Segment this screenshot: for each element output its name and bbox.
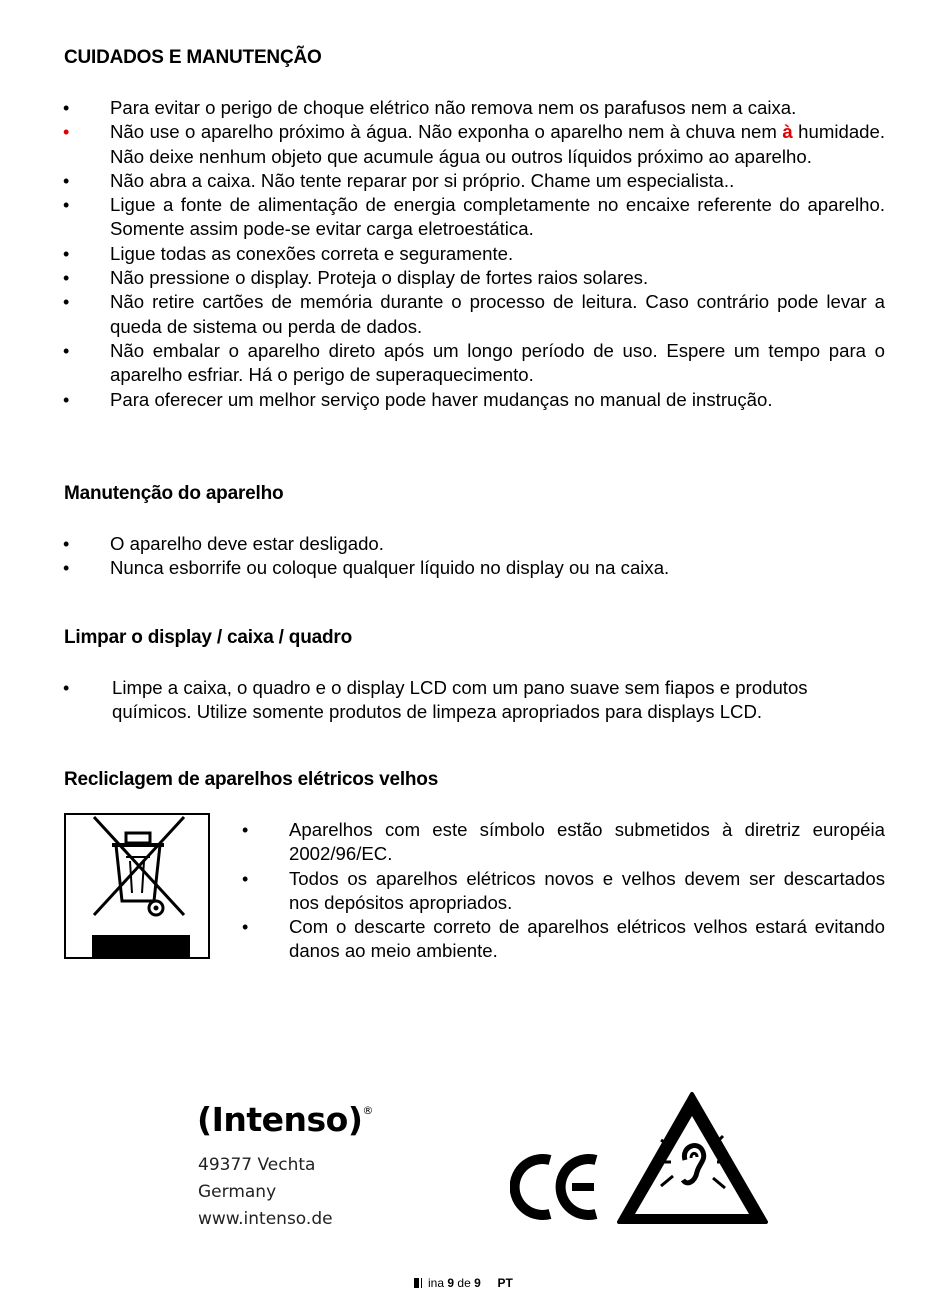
company-address — [198, 1152, 333, 1233]
crossed-bin-icon — [66, 815, 208, 957]
ce-mark-icon — [510, 1152, 602, 1222]
section-title-cleaning: Limpar o display / caixa / quadro — [64, 627, 352, 648]
list-item: • Ligue a fonte de alimentação de energia completamente no encaixe referente do aparelho. Somente assim pode-se evitar carga eletroestática. — [63, 194, 885, 240]
list-item: • Aparelhos com este símbolo estão submetidos à diretriz européia 2002/96/EC. — [242, 819, 885, 865]
section-title-care: CUIDADOS E MANUTENÇÃO — [64, 47, 322, 68]
address-country: Germany — [198, 1182, 277, 1202]
page-marker-icon — [414, 1278, 419, 1288]
list-item: • Ligue todas as conexões correta e seguramente. — [63, 242, 514, 264]
list-item: • Para oferecer um melhor serviço pode haver mudanças no manual de instrução. — [63, 388, 773, 410]
list-item: • Não use o aparelho próximo à água. Não exponha o aparelho nem à chuva nem à humidade. Não deixe nenhum objeto que acumule água ou outros líquidos próximo ao aparelho. — [63, 121, 886, 167]
list-item: • Nunca esborrife ou coloque qualquer líquido no display ou na caixa. — [63, 557, 670, 579]
highlighted-word: à — [782, 121, 793, 143]
weee-symbol — [64, 813, 210, 959]
address-city: 49377 Vechta — [198, 1155, 316, 1175]
page-number: ina 9 de 9 PT — [414, 1276, 513, 1290]
section-title-recycling: Recliclagem de aparelhos elétricos velhos — [64, 769, 439, 790]
list-item: • Não embalar o aparelho direto após um longo período de uso. Espere um tempo para o aparelho esfriar. Há o perigo de superaquecimento. — [63, 339, 885, 386]
company-website: www.intenso.de — [198, 1209, 333, 1229]
list-item: • Não retire cartões de memória durante o processo de leitura. Caso contrário pode levar a queda de sistema ou perda de dados. — [63, 291, 885, 337]
list-item: • Com o descarte correto de aparelhos elétricos velhos estará evitando danos ao meio ambiente. — [242, 916, 885, 962]
list-item: • Não pressione o display. Proteja o display de fortes raios solares. — [63, 267, 649, 289]
list-item: • Não abra a caixa. Não tente reparar por si próprio. Chame um especialista.. — [63, 169, 735, 191]
care-list — [63, 96, 886, 412]
list-item: • O aparelho deve estar desligado. — [63, 533, 384, 554]
cleaning-list — [63, 676, 882, 725]
list-item: • Todos os aparelhos elétricos novos e velhos devem ser descartados nos depósitos apropriados. — [242, 867, 885, 913]
intenso-logo: (Intenso)® — [197, 1100, 373, 1139]
hearing-warning-icon — [615, 1090, 770, 1226]
recycling-list — [242, 818, 885, 964]
list-item: • Limpe a caixa, o quadro e o display LCD com um pano suave sem fiapos e produtos químicos. Utilize somente produtos de limpeza apropriados para displays LCD. — [63, 677, 808, 723]
section-title-maintenance: Manutenção do aparelho — [64, 483, 284, 504]
maintenance-list — [63, 532, 885, 581]
list-item: • Para evitar o perigo de choque elétrico não remova nem os parafusos nem a caixa. — [63, 97, 797, 118]
